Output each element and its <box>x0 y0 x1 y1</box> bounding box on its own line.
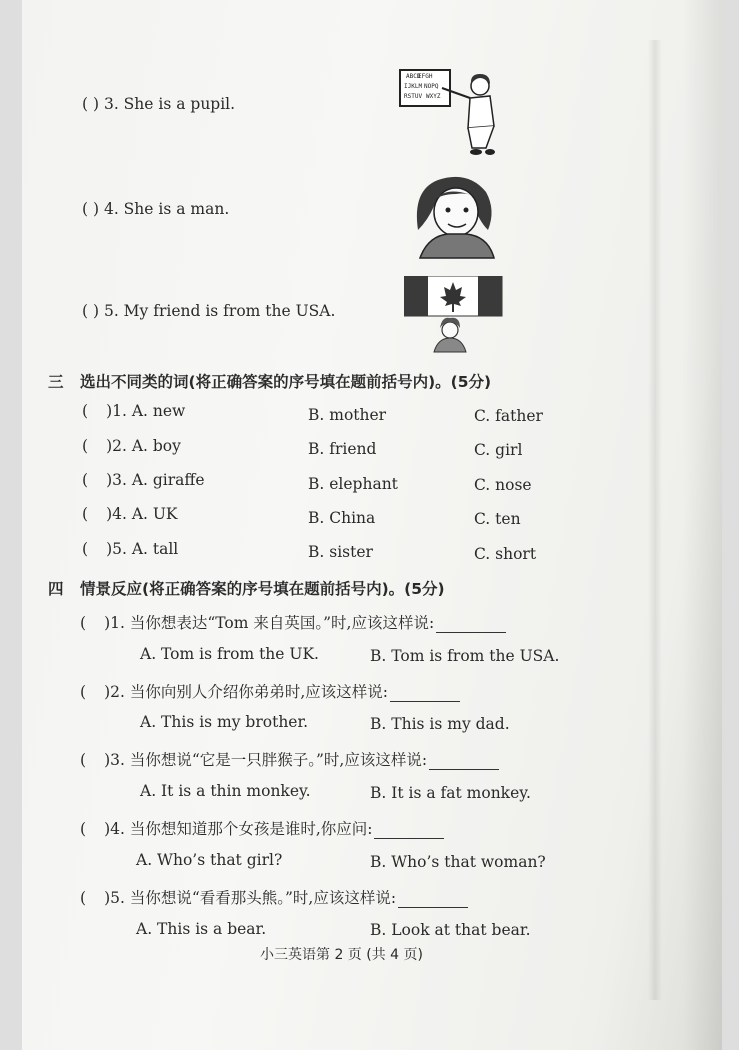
item-text: 3. She is a pupil. <box>103 95 236 113</box>
section3-row-2-c: C. girl <box>474 441 523 459</box>
answer-paren[interactable]: ( ) <box>82 302 100 320</box>
section3-row-1-c: C. father <box>474 407 543 425</box>
section4-number: 四 <box>48 580 64 598</box>
section3-number: 三 <box>48 373 64 391</box>
page-edge-shadow <box>682 0 722 1050</box>
section3-row-2: ( )2. A. boy <box>82 437 181 455</box>
answer-paren[interactable]: ( <box>82 437 89 455</box>
answer-paren[interactable]: ( <box>80 683 87 701</box>
section4-item-3-question: ( )3. 当你想说“它是一只胖猴子。”时,应该这样说: <box>80 748 499 770</box>
section4-item-5-question: ( )5. 当你想说“看看那头熊。”时,应该这样说: <box>80 886 468 908</box>
answer-blank[interactable] <box>390 701 460 702</box>
section4-item-3-b: B. It is a fat monkey. <box>370 784 531 802</box>
part2-item-4 <box>82 200 229 218</box>
answer-blank[interactable] <box>398 907 468 908</box>
answer-paren[interactable]: ( <box>82 402 89 420</box>
answer-paren[interactable]: ( <box>82 505 89 523</box>
answer-paren[interactable]: ( <box>80 820 87 838</box>
answer-paren[interactable]: ( ) <box>82 95 100 113</box>
section3-row-3: ( )3. A. giraffe <box>82 471 205 489</box>
teacher-blackboard-illustration <box>398 68 508 156</box>
svg-text:NOPQ: NOPQ <box>424 83 439 90</box>
answer-paren[interactable]: ( <box>80 614 87 632</box>
section3-row-4-b: B. China <box>308 509 376 527</box>
answer-blank[interactable] <box>436 632 506 633</box>
section3-row-4-c: C. ten <box>474 510 521 528</box>
answer-blank[interactable] <box>429 769 499 770</box>
section4-item-1-question: ( )1. 当你想表达“Tom 来自英国。”时,应该这样说: <box>80 611 506 633</box>
answer-paren[interactable]: ( <box>80 889 87 907</box>
section4-item-2-a: A. This is my brother. <box>140 713 309 731</box>
section4-item-4-b: B. Who’s that woman? <box>370 853 546 871</box>
answer-paren[interactable]: ( <box>80 751 87 769</box>
section3-row-1-b: B. mother <box>308 406 387 424</box>
section4-item-2-b: B. This is my dad. <box>370 715 510 733</box>
section4-item-5-a: A. This is a bear. <box>136 920 267 938</box>
section4-title: 情景反应(将正确答案的序号填在题前括号内)。(5分) <box>80 580 445 598</box>
page-footer: 小三英语第 2 页 (共 4 页) <box>260 947 423 963</box>
answer-blank[interactable] <box>374 838 444 839</box>
section4-item-1-b: B. Tom is from the USA. <box>370 647 560 665</box>
section3-row-2-b: B. friend <box>308 440 377 458</box>
blackboard-letters-1: ABCD <box>406 73 421 80</box>
answer-paren[interactable]: ( <box>82 471 89 489</box>
item-text: 5. My friend is from the USA. <box>103 302 336 320</box>
answer-paren[interactable]: ( <box>82 540 89 558</box>
section3-row-3-c: C. nose <box>474 476 532 494</box>
part2-item-5 <box>82 302 335 320</box>
section3-title: 选出不同类的词(将正确答案的序号填在题前括号内)。(5分) <box>80 373 492 391</box>
paper-fold <box>648 40 662 1000</box>
item-text: 4. She is a man. <box>103 200 230 218</box>
section3-row-5: ( )5. A. tall <box>82 540 179 558</box>
svg-text:EFGH: EFGH <box>418 73 433 80</box>
section3-row-1: ( )1. A. new <box>82 402 186 420</box>
section4-item-4-question: ( )4. 当你想知道那个女孩是谁时,你应问: <box>80 817 444 839</box>
section3-row-5-b: B. sister <box>308 543 373 561</box>
section4-item-1-a: A. Tom is from the UK. <box>140 645 319 663</box>
canada-flag-illustration <box>404 276 504 358</box>
svg-text:IJKLM: IJKLM <box>404 83 423 90</box>
answer-paren[interactable]: ( ) <box>82 200 100 218</box>
section3-row-4: ( )4. A. UK <box>82 505 178 523</box>
section3-row-5-c: C. short <box>474 545 537 563</box>
svg-text:WXYZ: WXYZ <box>426 93 441 100</box>
woman-illustration <box>408 170 500 260</box>
svg-text:RSTUV: RSTUV <box>404 93 423 100</box>
section4-item-3-a: A. It is a thin monkey. <box>140 782 311 800</box>
section3-row-3-b: B. elephant <box>308 475 398 493</box>
section4-item-2-question: ( )2. 当你向别人介绍你弟弟时,应该这样说: <box>80 680 460 702</box>
section4-item-5-b: B. Look at that bear. <box>370 921 531 939</box>
section4-item-4-a: A. Who’s that girl? <box>136 851 283 869</box>
part2-item-3 <box>82 95 235 113</box>
